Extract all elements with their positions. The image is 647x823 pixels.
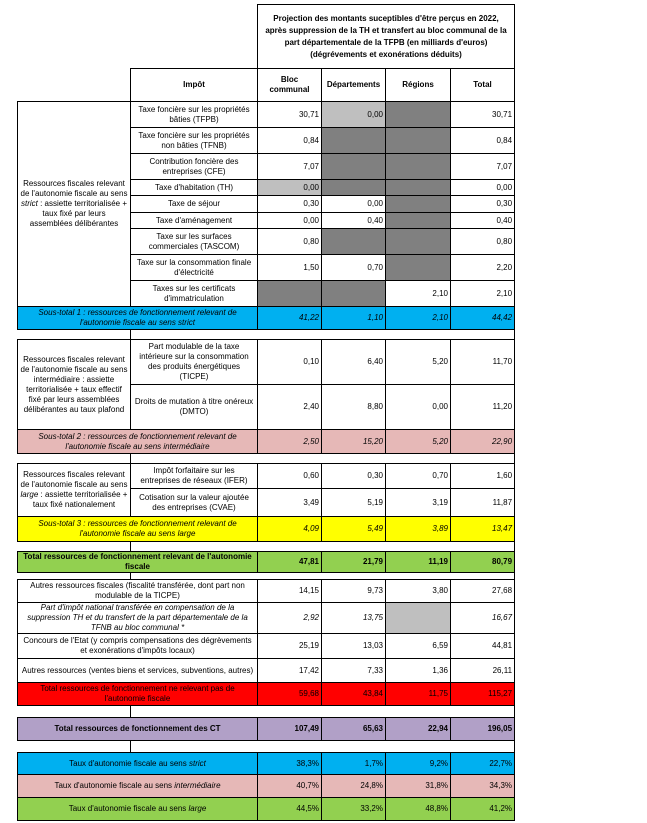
label-text: strict	[20, 199, 38, 208]
value-total: 1,60	[451, 464, 515, 489]
spacer	[18, 542, 131, 552]
value-bloc: 25,19	[258, 634, 322, 659]
table-row	[18, 340, 515, 385]
value-bloc	[258, 281, 322, 307]
value-total: 196,05	[451, 718, 515, 741]
table-row	[18, 580, 515, 603]
table-row	[18, 659, 515, 683]
total-label: Total ressources de fonctionnement des CT	[18, 718, 258, 741]
value-total: 13,47	[451, 517, 515, 542]
value-dep: 33,2%	[322, 798, 386, 821]
value-dep: 24,8%	[322, 775, 386, 798]
table-row	[18, 5, 515, 69]
impot-label: Contribution foncière des entreprises (CFE)	[131, 154, 258, 180]
table-row	[18, 552, 515, 573]
value-reg: 11,75	[386, 683, 451, 706]
value-reg: 0,00	[386, 385, 451, 430]
table-row	[18, 706, 515, 718]
value-bloc: 40,7%	[258, 775, 322, 798]
spacer-row	[131, 706, 515, 718]
label-text: : assiette territorialisée + taux fixé nationalement	[32, 490, 128, 509]
value-dep: 9,73	[322, 580, 386, 603]
value-total: 26,11	[451, 659, 515, 683]
value-reg: 5,20	[386, 340, 451, 385]
table-row	[18, 718, 515, 741]
value-reg: 31,8%	[386, 775, 451, 798]
spacer-row	[131, 454, 515, 464]
value-total: 2,10	[451, 281, 515, 307]
table-row	[18, 683, 515, 706]
table-row	[18, 634, 515, 659]
value-dep: 0,70	[322, 255, 386, 281]
group-label	[18, 102, 131, 307]
total-label: Total ressources de fonctionnement relevant de l'autonomie fiscale	[18, 552, 258, 573]
table-row	[18, 573, 515, 580]
value-bloc: 2,50	[258, 430, 322, 454]
value-reg	[386, 128, 451, 154]
value-bloc: 107,49	[258, 718, 322, 741]
value-dep	[322, 229, 386, 255]
impot-label: Impôt forfaitaire sur les entreprises de réseaux (IFER)	[131, 464, 258, 489]
value-bloc: 0,30	[258, 196, 322, 213]
value-dep	[322, 180, 386, 196]
column-header-total: Total	[451, 69, 515, 102]
value-bloc: 47,81	[258, 552, 322, 573]
value-dep: 15,20	[322, 430, 386, 454]
value-dep: 8,80	[322, 385, 386, 430]
value-bloc: 0,80	[258, 229, 322, 255]
value-bloc: 2,92	[258, 603, 322, 634]
value-dep: 13,75	[322, 603, 386, 634]
value-total: 30,71	[451, 102, 515, 128]
value-bloc: 38,3%	[258, 753, 322, 775]
value-reg	[386, 255, 451, 281]
spacer	[18, 573, 131, 580]
table-row	[18, 798, 515, 821]
value-bloc: 0,10	[258, 340, 322, 385]
value-reg	[386, 180, 451, 196]
subtotal-label: Sous-total 1 : ressources de fonctionnement relevant de l'autonomie fiscale au sens strict	[18, 307, 258, 330]
value-bloc: 0,60	[258, 464, 322, 489]
total-label: Total ressources de fonctionnement ne relevant pas de l'autonomie fiscale	[18, 683, 258, 706]
label-text: intermédiaire	[174, 781, 221, 790]
spacer-row	[131, 741, 515, 753]
resource-label: Concours de l'Etat (y compris compensations des dégrèvements et exonérations d'impôts locaux)	[18, 634, 258, 659]
impot-label: Taxe foncière sur les propriétés non bâties (TFNB)	[131, 128, 258, 154]
table-row	[18, 307, 515, 330]
spacer-row	[131, 542, 515, 552]
value-reg: 22,94	[386, 718, 451, 741]
value-reg: 2,10	[386, 307, 451, 330]
value-dep: 1,10	[322, 307, 386, 330]
value-dep	[322, 281, 386, 307]
value-reg	[386, 603, 451, 634]
value-total: 0,00	[451, 180, 515, 196]
label-text: Ressources fiscales relevant de l'autonomie fiscale au sens	[20, 470, 128, 489]
value-total: 80,79	[451, 552, 515, 573]
table-row	[18, 542, 515, 552]
value-bloc: 41,22	[258, 307, 322, 330]
value-total: 44,42	[451, 307, 515, 330]
spacer	[18, 706, 131, 718]
spacer	[18, 69, 131, 102]
value-dep: 6,40	[322, 340, 386, 385]
value-reg: 6,59	[386, 634, 451, 659]
value-reg	[386, 154, 451, 180]
value-bloc: 0,84	[258, 128, 322, 154]
table-row	[18, 741, 515, 753]
resource-label: Autres ressources (ventes biens et services, subventions, autres)	[18, 659, 258, 683]
value-total: 27,68	[451, 580, 515, 603]
value-total: 0,80	[451, 229, 515, 255]
value-reg	[386, 213, 451, 229]
table-row	[18, 69, 515, 102]
spacer	[18, 454, 131, 464]
spacer	[18, 5, 258, 69]
value-bloc: 7,07	[258, 154, 322, 180]
value-reg	[386, 196, 451, 213]
table-row	[18, 517, 515, 542]
label-text: large	[20, 490, 39, 499]
label-text: Ressources fiscales relevant de l'autonomie fiscale au sens intermédiaire : assiette territorialisée + taux effectif fixé par leurs assemblées délibérantes au taux plafond	[20, 354, 128, 414]
value-total: 2,20	[451, 255, 515, 281]
value-total: 115,27	[451, 683, 515, 706]
table-row	[18, 330, 515, 340]
value-reg: 2,10	[386, 281, 451, 307]
column-header-bloc: Bloc communal	[258, 69, 322, 102]
value-dep	[322, 154, 386, 180]
table-row	[18, 454, 515, 464]
value-bloc: 44,5%	[258, 798, 322, 821]
value-bloc: 0,00	[258, 213, 322, 229]
autonomie-fiscale-table	[17, 4, 515, 821]
label-text: Taux d'autonomie fiscale au sens	[69, 758, 189, 768]
value-total: 0,40	[451, 213, 515, 229]
value-reg	[386, 102, 451, 128]
spacer	[18, 741, 131, 753]
subtotal-label: Sous-total 3 : ressources de fonctionnement relevant de l'autonomie fiscale au sens large	[18, 517, 258, 542]
value-total: 44,81	[451, 634, 515, 659]
value-reg: 0,70	[386, 464, 451, 489]
value-total: 16,67	[451, 603, 515, 634]
table-row	[18, 603, 515, 634]
value-bloc: 1,50	[258, 255, 322, 281]
value-total: 22,7%	[451, 753, 515, 775]
label-text: large	[188, 804, 207, 813]
impot-label: Taxes sur les certificats d'immatriculation	[131, 281, 258, 307]
value-dep: 5,19	[322, 489, 386, 517]
value-reg: 3,89	[386, 517, 451, 542]
value-total: 34,3%	[451, 775, 515, 798]
value-reg: 48,8%	[386, 798, 451, 821]
value-reg: 9,2%	[386, 753, 451, 775]
value-bloc: 3,49	[258, 489, 322, 517]
value-reg: 11,19	[386, 552, 451, 573]
value-reg: 5,20	[386, 430, 451, 454]
column-header-reg: Régions	[386, 69, 451, 102]
resource-label: Part d'impôt national transférée en compensation de la suppression TH et du transfert de la part départementale de la TFNB au bloc communal *	[18, 603, 258, 634]
value-reg: 3,80	[386, 580, 451, 603]
rate-label	[18, 753, 258, 775]
table-title: Projection des montants suceptibles d'être perçus en 2022, après suppression de la TH et transfert au bloc communal de la part départementale de la TFPB (en milliards d'euros) (dégrévements et exonérations déduits)	[258, 5, 515, 69]
table-row	[18, 464, 515, 489]
value-total: 0,84	[451, 128, 515, 154]
value-dep: 21,79	[322, 552, 386, 573]
value-reg: 3,19	[386, 489, 451, 517]
label-text: Ressources fiscales relevant de l'autonomie fiscale au sens	[20, 179, 128, 198]
value-dep: 13,03	[322, 634, 386, 659]
value-dep: 0,30	[322, 464, 386, 489]
impot-label: Taxe foncière sur les propriétés bâties (TFPB)	[131, 102, 258, 128]
value-bloc: 14,15	[258, 580, 322, 603]
rate-label	[18, 775, 258, 798]
table-row	[18, 430, 515, 454]
value-total: 41,2%	[451, 798, 515, 821]
value-total: 11,70	[451, 340, 515, 385]
value-reg	[386, 229, 451, 255]
value-bloc: 30,71	[258, 102, 322, 128]
value-dep: 43,84	[322, 683, 386, 706]
spacer	[18, 330, 131, 340]
value-bloc: 17,42	[258, 659, 322, 683]
label-text: strict	[188, 758, 206, 768]
table-row	[18, 102, 515, 128]
column-header-impot: Impôt	[131, 69, 258, 102]
impot-label: Taxe de séjour	[131, 196, 258, 213]
value-dep: 7,33	[322, 659, 386, 683]
value-reg: 1,36	[386, 659, 451, 683]
value-dep	[322, 128, 386, 154]
value-total: 11,87	[451, 489, 515, 517]
value-bloc: 59,68	[258, 683, 322, 706]
value-total: 0,30	[451, 196, 515, 213]
value-dep: 0,00	[322, 196, 386, 213]
impot-label: Taxe sur les surfaces commerciales (TASCOM)	[131, 229, 258, 255]
impot-label: Taxe d'aménagement	[131, 213, 258, 229]
subtotal-label: Sous-total 2 : ressources de fonctionnement relevant de l'autonomie fiscale au sens intermédiaire	[18, 430, 258, 454]
value-dep: 65,63	[322, 718, 386, 741]
column-header-dep: Départements	[322, 69, 386, 102]
spacer-row	[131, 330, 515, 340]
group-label	[18, 464, 131, 517]
value-dep: 1,7%	[322, 753, 386, 775]
impot-label: Taxe d'habitation (TH)	[131, 180, 258, 196]
value-total: 22,90	[451, 430, 515, 454]
impot-label: Droits de mutation à titre onéreux (DMTO)	[131, 385, 258, 430]
resource-label: Autres ressources fiscales (fiscalité transférée, dont part non modulable de la TICPE)	[18, 580, 258, 603]
impot-label: Cotisation sur la valeur ajoutée des entreprises (CVAE)	[131, 489, 258, 517]
value-bloc: 2,40	[258, 385, 322, 430]
value-dep: 0,40	[322, 213, 386, 229]
table-row	[18, 753, 515, 775]
group-label	[18, 340, 131, 430]
label-text: : assiette territorialisée + taux fixé par leurs assemblées délibérantes	[29, 199, 128, 228]
value-total: 7,07	[451, 154, 515, 180]
rate-label	[18, 798, 258, 821]
spacer-row	[131, 573, 515, 580]
value-bloc: 0,00	[258, 180, 322, 196]
label-text: Taux d'autonomie fiscale au sens	[54, 781, 175, 790]
label-text: Taux d'autonomie fiscale au sens	[68, 804, 189, 813]
value-dep: 5,49	[322, 517, 386, 542]
impot-label: Taxe sur la consommation finale d'électricité	[131, 255, 258, 281]
value-bloc: 4,09	[258, 517, 322, 542]
value-total: 11,20	[451, 385, 515, 430]
impot-label: Part modulable de la taxe intérieure sur la consommation des produits énergétiques (TICPE)	[131, 340, 258, 385]
table-row	[18, 775, 515, 798]
value-dep: 0,00	[322, 102, 386, 128]
